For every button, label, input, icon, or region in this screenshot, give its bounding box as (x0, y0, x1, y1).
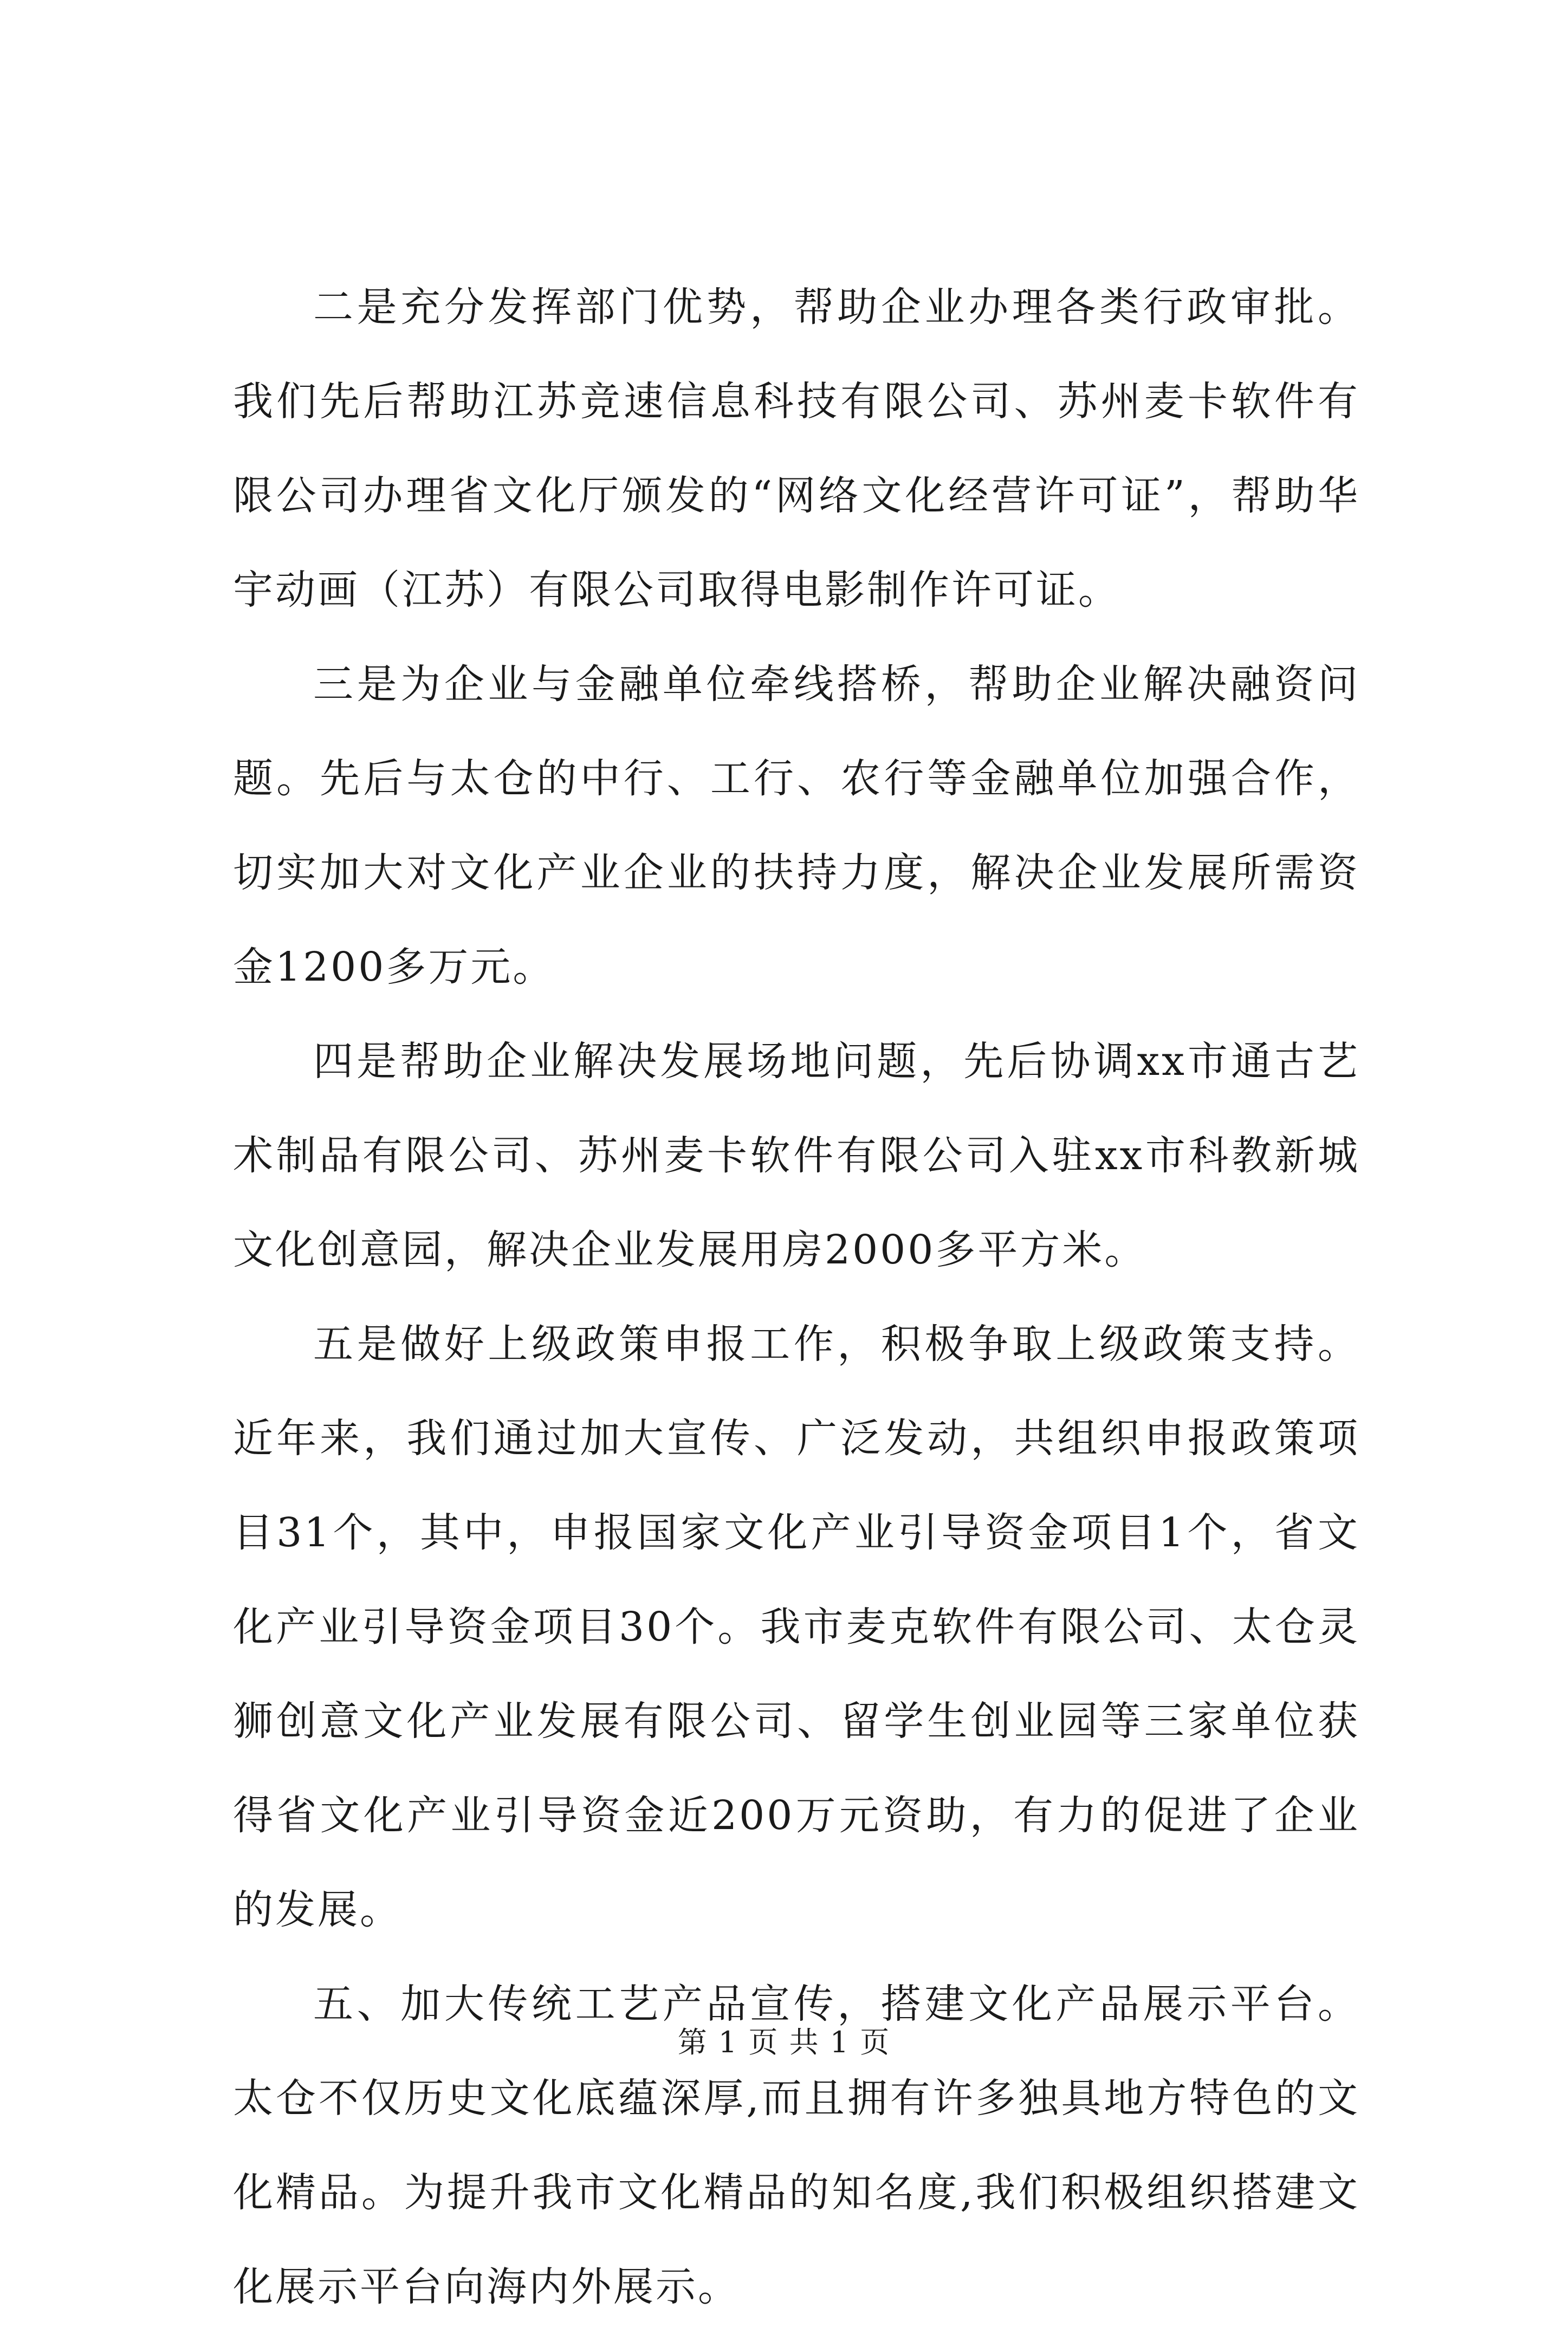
paragraph-policy: 五是做好上级政策申报工作，积极争取上级政策支持。近年来，我们通过加大宣传、广泛发动，共组织申报政策项目31个，其中，申报国家文化产业引导资金项目1个，省文化产业引导资金项目30个。我市麦克软件有限公司、太仓灵狮创意文化产业发展有限公司、留学生创业园等三家单位获得省文化产业引导资金近200万元资助，有力的促进了企业的发展。 (233, 1321, 1360, 1933)
paragraph-approvals: 二是充分发挥部门优势，帮助企业办理各类行政审批。我们先后帮助江苏竞速信息科技有限公司、苏州麦卡软件有限公司办理省文化厅颁发的“网络文化经营许可证”，帮助华宇动画（江苏）有限公司取得电影制作许可证。 (233, 284, 1360, 613)
paragraph-venue: 四是帮助企业解决发展场地问题，先后协调xx市通古艺术制品有限公司、苏州麦卡软件有限公司入驻xx市科教新城文化创意园，解决企业发展用房2000多平方米。 (233, 1038, 1360, 1273)
paragraph-financing: 三是为企业与金融单位牵线搭桥，帮助企业解决融资问题。先后与太仓的中行、工行、农行等金融单位加强合作，切实加大对文化产业企业的扶持力度，解决企业发展所需资金1200多万元。 (233, 661, 1360, 990)
paragraph-crafts: 五、加大传统工艺产品宣传，搭建文化产品展示平台。太仓不仅历史文化底蕴深厚,而且拥有许多独具地方特色的文化精品。为提升我市文化精品的知名度,我们积极组织搭建文化展示平台向海内外展示。 (233, 1981, 1360, 2310)
page-number-footer: 第 1 页 共 1 页 (677, 2025, 891, 2059)
